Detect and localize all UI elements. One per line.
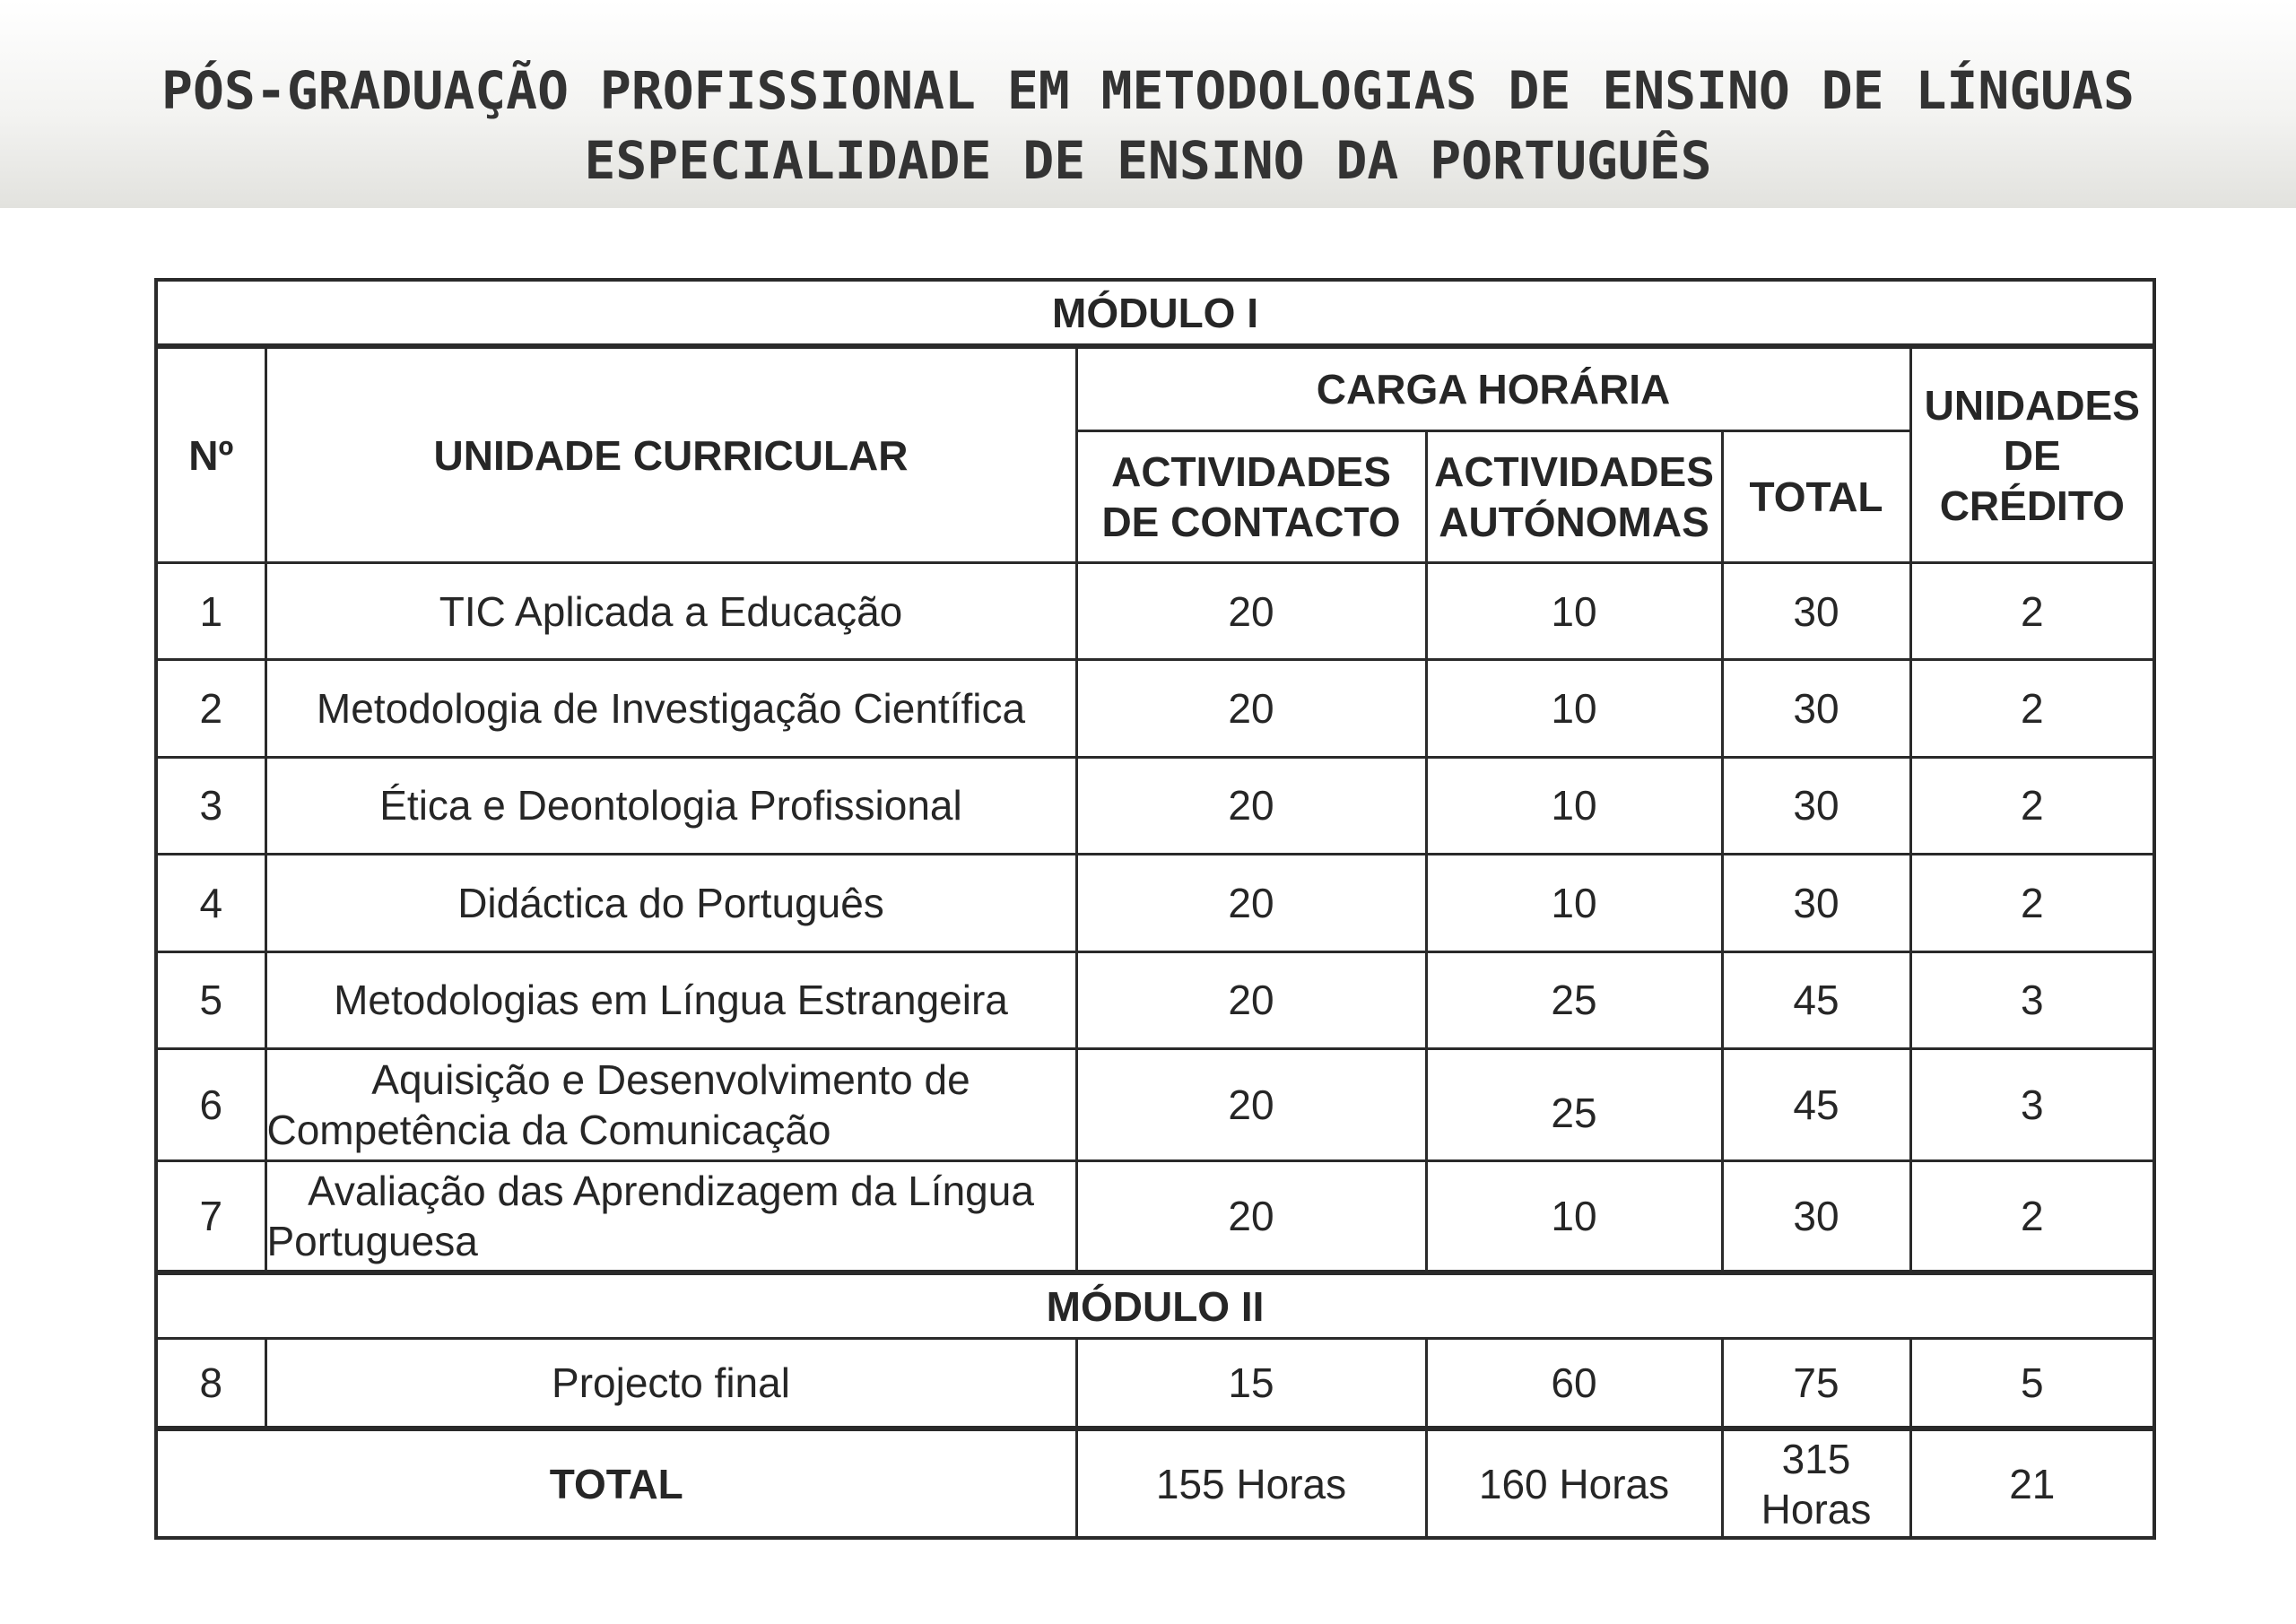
row-credits: 2 (1910, 855, 2154, 951)
row-unit: Ética e Deontologia Profissional (265, 757, 1076, 854)
row-total: 30 (1722, 660, 1910, 757)
row-credits: 5 (1910, 1339, 2154, 1429)
row-credits: 2 (1910, 660, 2154, 757)
row-number: 6 (156, 1049, 265, 1161)
program-specialty: ESPECIALIDADE DE ENSINO DA PORTUGUÊS (584, 130, 1712, 191)
row-contact: 20 (1076, 1160, 1426, 1272)
row-contact: 20 (1076, 660, 1426, 757)
row-credits: 2 (1910, 562, 2154, 659)
totals-label: TOTAL (156, 1429, 1076, 1538)
curriculum-table (154, 278, 2156, 1540)
row-total: 30 (1722, 855, 1910, 951)
row-unit: Didáctica do Português (265, 855, 1076, 951)
row-number: 1 (156, 562, 265, 659)
row-autonomous: 25 (1426, 1049, 1722, 1161)
row-credits: 3 (1910, 1049, 2154, 1161)
row-autonomous: 10 (1426, 562, 1722, 659)
row-unit: Projecto final (265, 1339, 1076, 1429)
row-autonomous: 60 (1426, 1339, 1722, 1429)
totals-credits: 21 (1910, 1429, 2154, 1538)
row-contact: 20 (1076, 1049, 1426, 1161)
row-autonomous: 10 (1426, 855, 1722, 951)
row-contact: 15 (1076, 1339, 1426, 1429)
row-total: 30 (1722, 757, 1910, 854)
row-total: 75 (1722, 1339, 1910, 1429)
module-row (156, 1272, 2154, 1339)
header-total: TOTAL (1722, 431, 1910, 563)
row-unit: Metodologia de Investigação Científica (265, 660, 1076, 757)
row-number: 5 (156, 951, 265, 1048)
row-contact: 20 (1076, 757, 1426, 854)
table-row (156, 1049, 2154, 1161)
row-number: 4 (156, 855, 265, 951)
header-workload: CARGA HORÁRIA (1076, 346, 1910, 430)
totals-contact: 155 Horas (1076, 1429, 1426, 1538)
header-autonomous: ACTIVIDADES AUTÓNOMAS (1426, 431, 1722, 563)
row-total: 45 (1722, 951, 1910, 1048)
row-credits: 2 (1910, 757, 2154, 854)
totals-autonomous: 160 Horas (1426, 1429, 1722, 1538)
totals-total: 315 Horas (1722, 1429, 1910, 1538)
module-1-title: MÓDULO I (156, 280, 2154, 346)
row-autonomous: 25 (1426, 951, 1722, 1048)
row-number: 8 (156, 1339, 265, 1429)
row-autonomous: 10 (1426, 660, 1722, 757)
row-contact: 20 (1076, 562, 1426, 659)
table-row (156, 1160, 2154, 1272)
row-unit: Aquisição e Desenvolvimento de Competência da Comunicação (265, 1049, 1076, 1161)
row-contact: 20 (1076, 951, 1426, 1048)
row-number: 2 (156, 660, 265, 757)
row-total: 30 (1722, 1160, 1910, 1272)
module-row (156, 280, 2154, 346)
table-row (156, 1339, 2154, 1429)
table-row (156, 757, 2154, 854)
table-row (156, 951, 2154, 1048)
row-contact: 20 (1076, 855, 1426, 951)
row-total: 30 (1722, 562, 1910, 659)
program-title: PÓS-GRADUAÇÃO PROFISSIONAL EM METODOLOGIAS DE ENSINO DE LÍNGUAS (161, 60, 2135, 121)
row-number: 3 (156, 757, 265, 854)
header-credits: UNIDADES DE CRÉDITO (1910, 346, 2154, 562)
row-autonomous: 10 (1426, 757, 1722, 854)
row-unit: Metodologias em Língua Estrangeira (265, 951, 1076, 1048)
row-credits: 2 (1910, 1160, 2154, 1272)
row-unit: TIC Aplicada a Educação (265, 562, 1076, 659)
page-header (0, 0, 2296, 208)
table-row (156, 855, 2154, 951)
row-total: 45 (1722, 1049, 1910, 1161)
table-row (156, 562, 2154, 659)
row-credits: 3 (1910, 951, 2154, 1048)
totals-row (156, 1429, 2154, 1538)
row-unit: Avaliação das Aprendizagem da Língua Portuguesa (265, 1160, 1076, 1272)
header-row-1 (156, 346, 2154, 430)
module-2-title: MÓDULO II (156, 1272, 2154, 1339)
row-autonomous: 10 (1426, 1160, 1722, 1272)
table-row (156, 660, 2154, 757)
row-number: 7 (156, 1160, 265, 1272)
header-contact: ACTIVIDADES DE CONTACTO (1076, 431, 1426, 563)
header-unit: UNIDADE CURRICULAR (265, 346, 1076, 562)
header-number: Nº (156, 346, 265, 562)
